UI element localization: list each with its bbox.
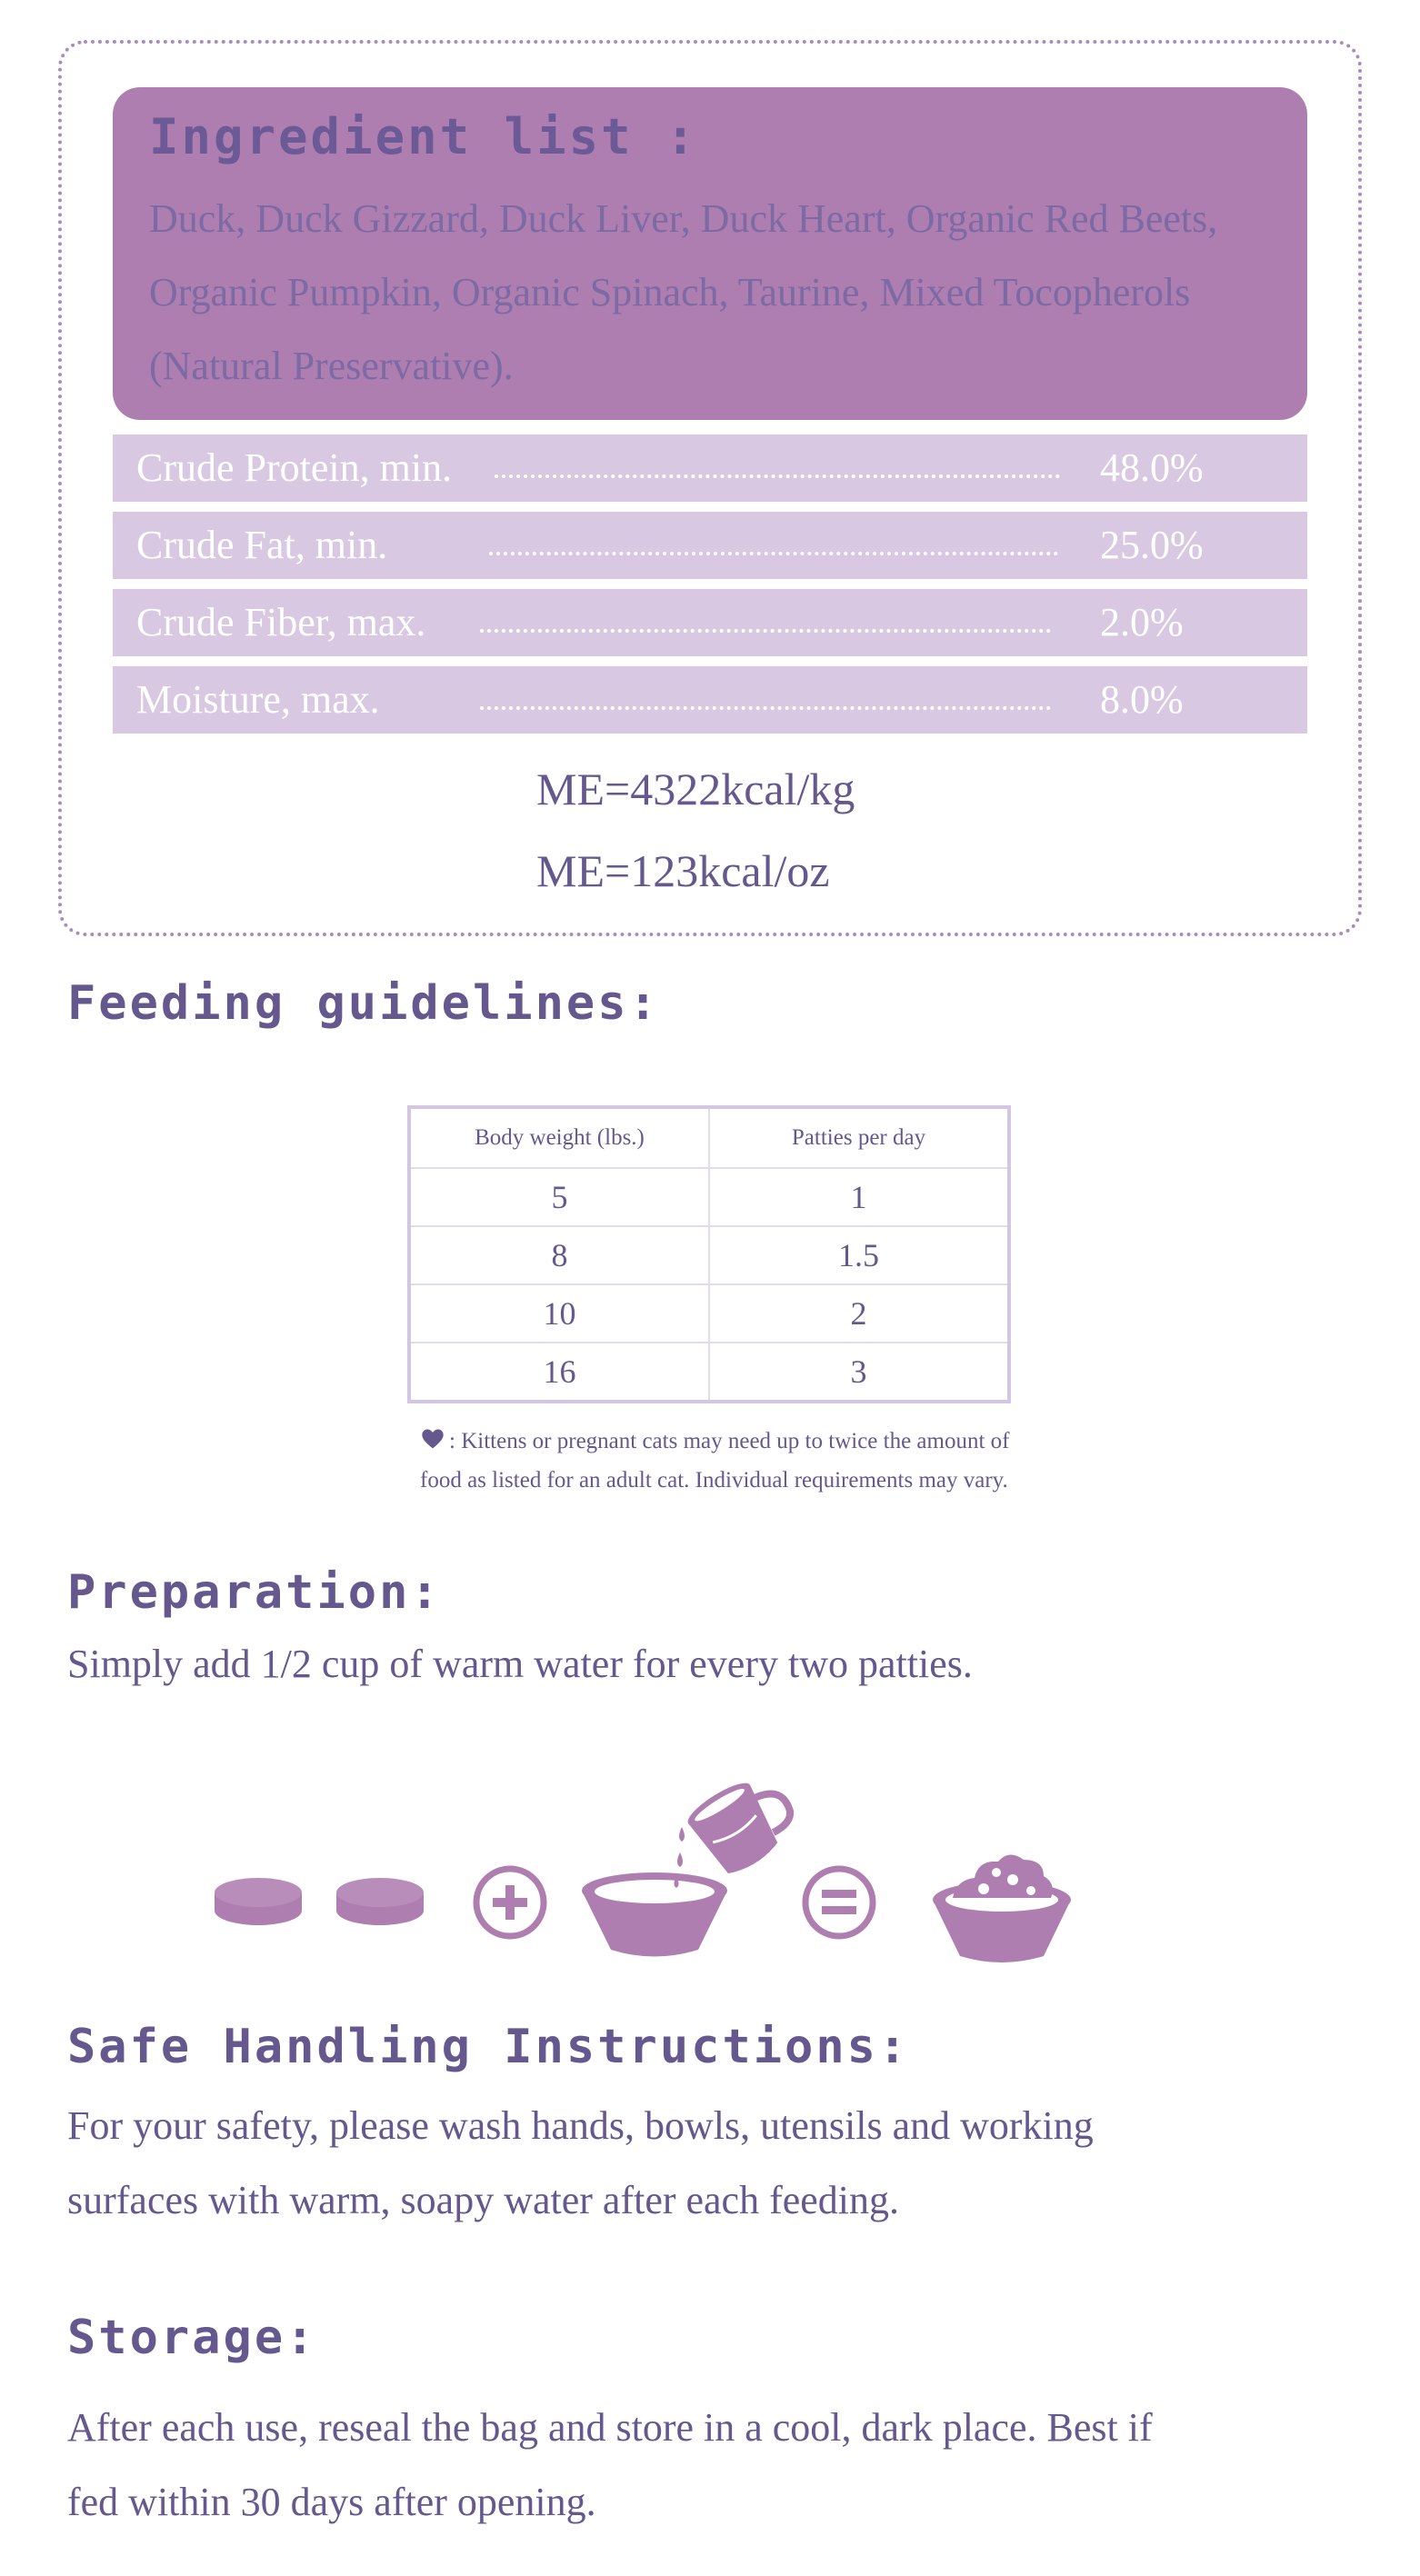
note-line: food as listed for an adult cat. Individual requirements may vary.	[420, 1468, 1008, 1493]
preparation-title: Preparation:	[67, 1565, 442, 1620]
patties-cell: 1	[709, 1168, 1009, 1226]
table-row	[409, 1343, 1009, 1402]
analysis-label: Crude Protein, min.	[136, 445, 453, 490]
equals-icon	[805, 1869, 873, 1936]
patty-icon	[336, 1878, 424, 1925]
preparation-illustration	[209, 1772, 1118, 1982]
analysis-row-fat	[113, 512, 1307, 579]
ingredient-list-box	[113, 87, 1307, 420]
feeding-table	[407, 1105, 1011, 1403]
patties-cell: 1.5	[709, 1226, 1009, 1284]
analysis-value: 48.0%	[1100, 445, 1204, 490]
analysis-value: 2.0%	[1100, 600, 1184, 644]
pouring-cup-icon	[683, 1772, 805, 1882]
dotted-leader	[489, 552, 1058, 555]
analysis-value: 25.0%	[1100, 523, 1204, 567]
ingredient-line: Organic Pumpkin, Organic Spinach, Taurine, Mixed Tocopherols	[149, 270, 1191, 315]
body-weight-cell: 16	[409, 1343, 709, 1402]
ingredient-line: (Natural Preservative).	[149, 344, 514, 388]
dotted-leader	[480, 629, 1051, 633]
food-bowl-icon	[933, 1854, 1071, 1962]
energy-per-oz: ME=123kcal/oz	[536, 845, 830, 896]
table-row	[409, 1284, 1009, 1343]
body-weight-cell: 5	[409, 1168, 709, 1226]
body-weight-cell: 8	[409, 1226, 709, 1284]
water-bowl-icon	[582, 1872, 727, 1957]
safe-handling-line: For your safety, please wash hands, bowls, utensils and working	[67, 2103, 1094, 2148]
safe-handling-title: Safe Handling Instructions:	[67, 2020, 910, 2074]
ingredient-list-title: Ingredient list :	[149, 108, 698, 165]
analysis-row-protein	[113, 434, 1307, 502]
analysis-row-fiber	[113, 589, 1307, 656]
plus-icon	[476, 1869, 544, 1936]
feeding-guidelines-title: Feeding guidelines:	[67, 976, 660, 1031]
table-row	[409, 1226, 1009, 1284]
patty-icon	[215, 1878, 302, 1925]
safe-handling-line: surfaces with warm, soapy water after each feeding.	[67, 2178, 900, 2222]
storage-line: fed within 30 days after opening.	[67, 2480, 596, 2524]
body-weight-cell: 10	[409, 1284, 709, 1343]
patties-cell: 3	[709, 1343, 1009, 1402]
patties-cell: 2	[709, 1284, 1009, 1343]
storage-line: After each use, reseal the bag and store in a cool, dark place. Best if	[67, 2405, 1153, 2450]
analysis-label: Moisture, max.	[136, 677, 380, 722]
storage-title: Storage:	[67, 2311, 317, 2365]
ingredient-list-text	[149, 182, 1289, 403]
dotted-leader	[495, 474, 1060, 478]
heart-icon	[420, 1426, 445, 1452]
table-header-row	[409, 1107, 1009, 1168]
preparation-text: Simply add 1/2 cup of warm water for every two patties.	[67, 1642, 973, 1686]
feeding-note	[420, 1422, 1075, 1500]
analysis-value: 8.0%	[1100, 677, 1184, 722]
note-colon: :	[449, 1429, 462, 1453]
note-line: Kittens or pregnant cats may need up to twice the amount of	[461, 1429, 1010, 1453]
analysis-label: Crude Fiber, max.	[136, 600, 426, 644]
column-header-body-weight: Body weight (lbs.)	[409, 1107, 709, 1168]
ingredient-line: Duck, Duck Gizzard, Duck Liver, Duck Heart, Organic Red Beets,	[149, 196, 1218, 241]
column-header-patties: Patties per day	[709, 1107, 1009, 1168]
energy-per-kg: ME=4322kcal/kg	[536, 764, 855, 814]
dotted-leader	[480, 706, 1051, 710]
table-row	[409, 1168, 1009, 1226]
analysis-label: Crude Fat, min.	[136, 523, 388, 567]
analysis-row-moisture	[113, 666, 1307, 734]
